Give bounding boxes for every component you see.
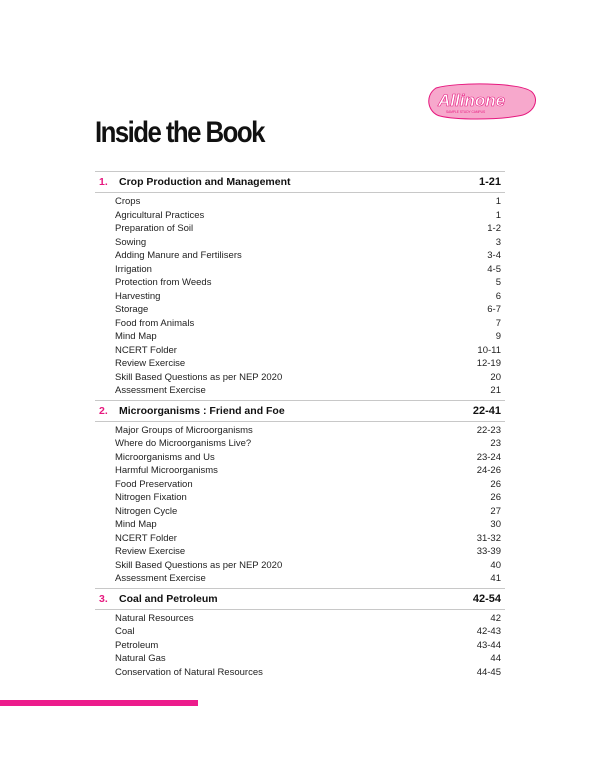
topic-row (95, 222, 505, 236)
topic-pages: 23-24 (476, 451, 501, 463)
logo-text-one: one (474, 91, 506, 110)
topic-title: Skill Based Questions as per NEP 2020 (115, 559, 283, 571)
topic-row (95, 209, 505, 223)
topic-row (95, 276, 505, 290)
topic-row (95, 303, 505, 317)
topic-row (95, 290, 505, 304)
topic-pages: 3-4 (487, 250, 501, 262)
topic-title: Food Preservation (115, 478, 193, 490)
topic-row (95, 612, 505, 626)
page-title: Inside the Book (95, 116, 264, 149)
topic-title: Storage (115, 304, 149, 316)
topic-title: Review Exercise (115, 358, 186, 370)
topic-title: Assessment Exercise (115, 385, 206, 397)
topic-row (95, 666, 505, 680)
topic-title: Adding Manure and Fertilisers (115, 250, 242, 262)
topic-title: NCERT Folder (115, 344, 177, 356)
topic-row (95, 451, 505, 465)
topic-pages: 1 (495, 209, 501, 221)
topic-pages: 6-7 (487, 304, 501, 316)
topic-row (95, 518, 505, 532)
topic-title: Natural Resources (115, 612, 194, 624)
topic-row (95, 317, 505, 331)
topic-pages: 3 (495, 236, 501, 248)
topic-title: Agricultural Practices (115, 209, 205, 221)
topic-title: Where do Microorganisms Live? (115, 438, 252, 450)
topic-row (95, 532, 505, 546)
topic-pages: 22-23 (476, 424, 501, 436)
topic-pages: 4-5 (487, 263, 501, 275)
topic-row (95, 424, 505, 438)
topic-pages: 40 (490, 559, 501, 571)
chapter-title: Coal and Petroleum (119, 592, 218, 605)
topic-list (95, 610, 505, 682)
topic-row (95, 545, 505, 559)
topic-pages: 27 (490, 505, 501, 517)
svg-text:Allinone (437, 91, 505, 110)
topic-row (95, 491, 505, 505)
topic-pages: 7 (495, 317, 501, 329)
topic-row (95, 639, 505, 653)
topic-list (95, 193, 505, 400)
topic-row (95, 505, 505, 519)
topic-row (95, 625, 505, 639)
topic-title: Major Groups of Microorganisms (115, 424, 253, 436)
topic-title: Coal (115, 626, 135, 638)
topic-row (95, 344, 505, 358)
topic-row (95, 357, 505, 371)
chapter-number: 2. (99, 404, 108, 417)
topic-pages: 24-26 (476, 465, 501, 477)
topic-title: Skill Based Questions as per NEP 2020 (115, 371, 283, 383)
topic-row (95, 559, 505, 573)
topic-row (95, 371, 505, 385)
topic-pages: 6 (495, 290, 501, 302)
topic-row (95, 572, 505, 586)
topic-title: NCERT Folder (115, 532, 177, 544)
topic-pages: 23 (490, 438, 501, 450)
chapter-row (95, 588, 505, 610)
logo-badge-icon (426, 82, 538, 122)
topic-title: Petroleum (115, 639, 159, 651)
topic-row (95, 464, 505, 478)
topic-title: Irrigation (115, 263, 152, 275)
chapter-pages: 22-41 (472, 404, 501, 417)
topic-pages: 42-43 (476, 626, 501, 638)
topic-title: Review Exercise (115, 546, 186, 558)
topic-title: Conservation of Natural Resources (115, 666, 263, 678)
allinone-logo (426, 82, 538, 122)
topic-pages: 42 (490, 612, 501, 624)
topic-row (95, 263, 505, 277)
topic-row (95, 478, 505, 492)
topic-pages: 26 (490, 478, 501, 490)
topic-pages: 12-19 (476, 358, 501, 370)
topic-pages: 44-45 (476, 666, 501, 678)
chapter-title: Microorganisms : Friend and Foe (119, 404, 285, 417)
logo-text-in: in (459, 91, 475, 110)
topic-row (95, 249, 505, 263)
topic-row (95, 437, 505, 451)
chapter-number: 1. (99, 176, 108, 188)
topic-title: Assessment Exercise (115, 573, 206, 585)
topic-title: Harmful Microorganisms (115, 465, 218, 477)
chapter-pages: 1-21 (478, 176, 501, 188)
logo-tagline: SAMPLE STUDY CAMPUS (446, 110, 486, 114)
topic-pages: 43-44 (476, 639, 501, 651)
topic-pages: 9 (495, 331, 501, 343)
topic-pages: 31-32 (476, 532, 501, 544)
topic-pages: 33-39 (476, 546, 501, 558)
topic-title: Harvesting (115, 290, 161, 302)
topic-pages: 30 (490, 519, 501, 531)
topic-row (95, 384, 505, 398)
topic-pages: 41 (490, 573, 501, 585)
topic-pages: 44 (490, 653, 501, 665)
topic-title: Nitrogen Cycle (115, 505, 178, 517)
topic-title: Natural Gas (115, 653, 166, 665)
topic-pages: 21 (490, 385, 501, 397)
chapter-row (95, 400, 505, 422)
chapter-number: 3. (99, 592, 108, 605)
topic-pages: 5 (495, 277, 501, 289)
topic-title: Microorganisms and Us (115, 451, 215, 463)
topic-title: Mind Map (115, 331, 157, 343)
topic-row (95, 330, 505, 344)
topic-pages: 26 (490, 492, 501, 504)
topic-title: Sowing (115, 236, 147, 248)
topic-list (95, 422, 505, 588)
logo-text-all: All (438, 91, 460, 110)
table-of-contents (95, 171, 505, 681)
topic-row (95, 652, 505, 666)
topic-title: Food from Animals (115, 317, 195, 329)
topic-title: Protection from Weeds (115, 277, 212, 289)
topic-title: Mind Map (115, 519, 157, 531)
chapter-title: Crop Production and Management (119, 176, 291, 188)
topic-row (95, 195, 505, 209)
topic-title: Nitrogen Fixation (115, 492, 187, 504)
chapter-row (95, 171, 505, 193)
topic-title: Preparation of Soil (115, 223, 194, 235)
chapter-pages: 42-54 (472, 592, 501, 605)
topic-row (95, 236, 505, 250)
topic-pages: 1 (495, 196, 501, 208)
topic-title: Crops (115, 196, 141, 208)
topic-pages: 10-11 (477, 344, 501, 356)
topic-pages: 20 (490, 371, 501, 383)
topic-pages: 1-2 (487, 223, 501, 235)
decorative-pink-bar (0, 700, 198, 706)
